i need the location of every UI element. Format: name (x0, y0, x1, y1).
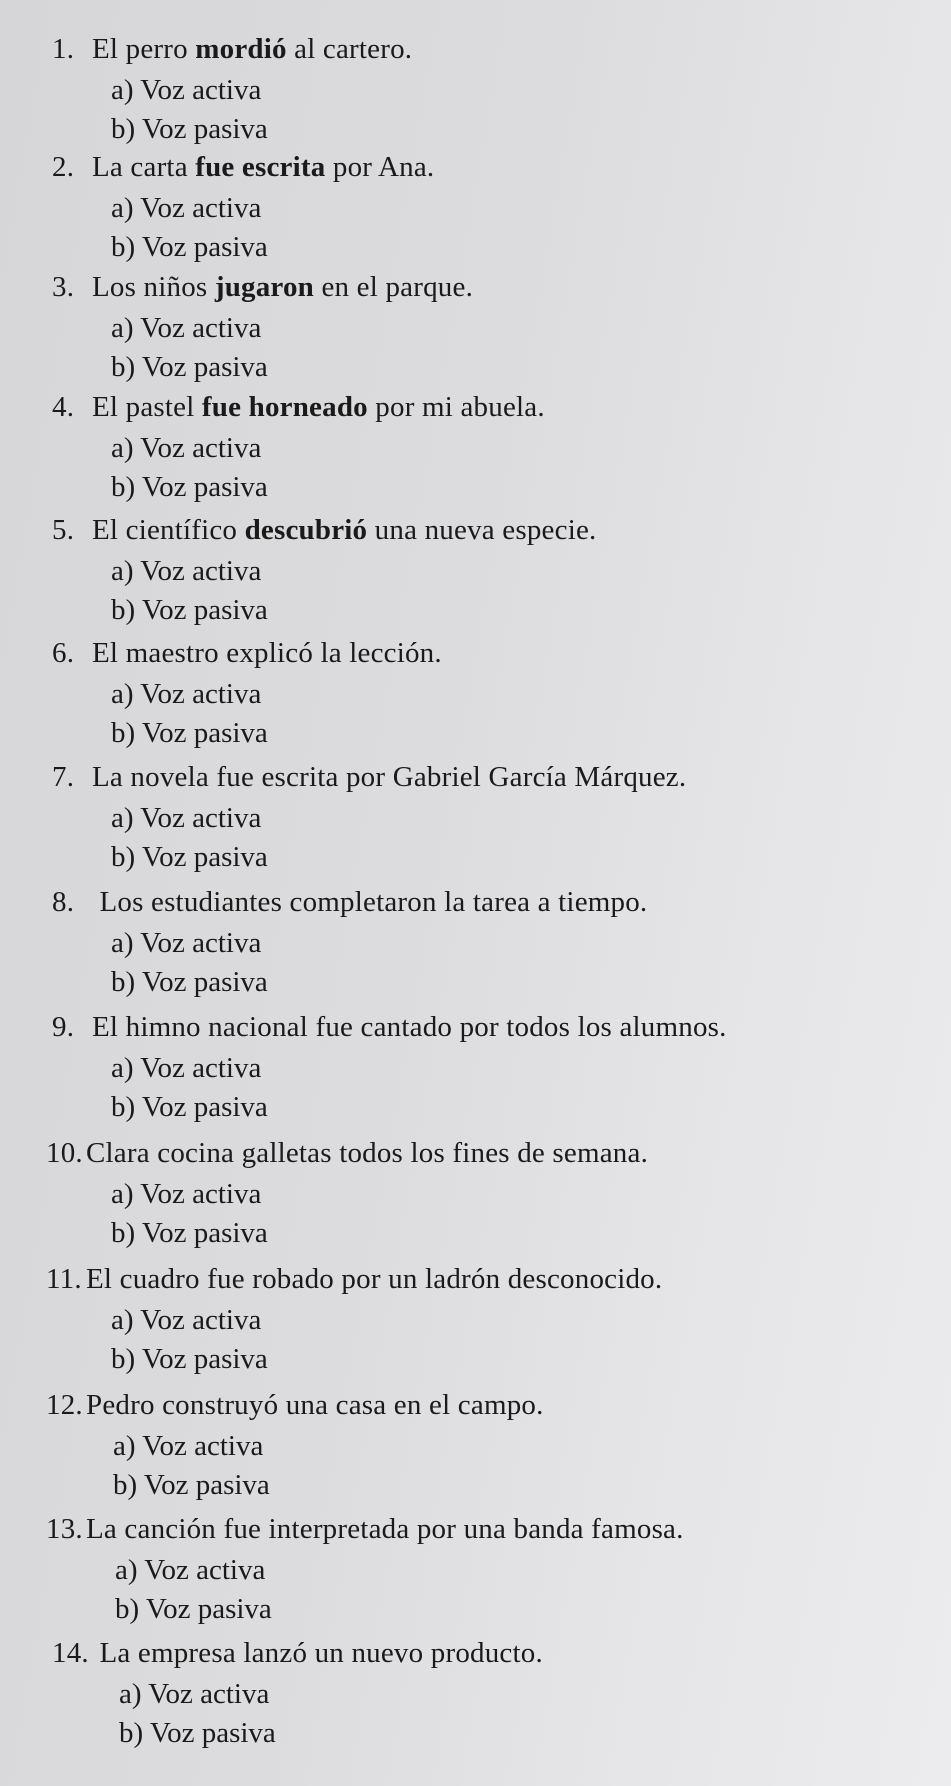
question-text (92, 637, 442, 669)
highlighted-verb: fue horneado (201, 391, 368, 423)
question-number: 7. (52, 761, 75, 793)
question-statement (46, 1262, 662, 1296)
option-passive-voice[interactable]: b) Voz pasiva (111, 717, 268, 749)
option-passive-voice[interactable]: b) Voz pasiva (111, 966, 268, 998)
question-statement (52, 636, 442, 670)
option-passive-voice[interactable]: b) Voz pasiva (111, 471, 268, 503)
question-text (86, 1389, 544, 1421)
option-passive-voice[interactable]: b) Voz pasiva (111, 594, 268, 626)
option-passive-voice[interactable]: b) Voz pasiva (111, 351, 268, 383)
question-text-start: El himno nacional fue cantado por todos los alumnos. (92, 1011, 727, 1043)
question-text-start: Los estudiantes completaron la tarea a tiempo. (92, 886, 648, 918)
question-text-end: en el parque. (314, 271, 474, 303)
question-text-start: La canción fue interpretada por una banda famosa. (86, 1513, 684, 1545)
option-active-voice[interactable]: a) Voz activa (111, 1178, 262, 1210)
question-number: 3. (52, 271, 75, 303)
highlighted-verb: jugaron (214, 271, 315, 303)
option-active-voice[interactable]: a) Voz activa (119, 1678, 270, 1710)
question-number: 1. (52, 33, 75, 65)
question-text-start: El perro (92, 33, 196, 65)
option-passive-voice[interactable]: b) Voz pasiva (115, 1593, 272, 1625)
option-active-voice[interactable]: a) Voz activa (111, 802, 262, 834)
question-text-start: El maestro explicó la lección. (92, 637, 442, 669)
question-statement (52, 270, 473, 304)
question-number: 11. (46, 1263, 82, 1295)
question-text-start: La carta (92, 151, 196, 183)
option-active-voice[interactable]: a) Voz activa (111, 312, 262, 344)
option-active-voice[interactable]: a) Voz activa (111, 1304, 262, 1336)
question-number: 4. (52, 391, 75, 423)
question-text (86, 1137, 648, 1169)
question-statement (52, 760, 686, 794)
question-text-start: El cuadro fue robado por un ladrón desconocido. (86, 1263, 663, 1295)
question-text-start: El científico (92, 514, 245, 546)
question-statement (52, 1636, 543, 1670)
question-statement (52, 1010, 727, 1044)
option-active-voice[interactable]: a) Voz activa (111, 192, 262, 224)
question-text (92, 1011, 727, 1043)
option-active-voice[interactable]: a) Voz activa (111, 555, 262, 587)
option-passive-voice[interactable]: b) Voz pasiva (111, 1091, 268, 1123)
question-text-end: por mi abuela. (367, 391, 545, 423)
option-active-voice[interactable]: a) Voz activa (111, 927, 262, 959)
question-text (92, 33, 412, 65)
question-text (92, 886, 647, 918)
option-active-voice[interactable]: a) Voz activa (111, 1052, 262, 1084)
option-passive-voice[interactable]: b) Voz pasiva (111, 1217, 268, 1249)
option-active-voice[interactable]: a) Voz activa (111, 678, 262, 710)
question-text (92, 514, 596, 546)
option-passive-voice[interactable]: b) Voz pasiva (111, 113, 268, 145)
option-passive-voice[interactable]: b) Voz pasiva (111, 841, 268, 873)
highlighted-verb: fue escrita (195, 151, 326, 183)
question-number: 13. (46, 1513, 83, 1545)
question-statement (52, 390, 545, 424)
question-number: 2. (52, 151, 75, 183)
question-text (92, 271, 473, 303)
question-text-end: por Ana. (325, 151, 435, 183)
question-text (92, 151, 434, 183)
option-passive-voice[interactable]: b) Voz pasiva (111, 231, 268, 263)
question-statement (46, 1388, 544, 1422)
question-number: 14. (52, 1637, 89, 1669)
question-statement (52, 150, 434, 184)
option-passive-voice[interactable]: b) Voz pasiva (111, 1343, 268, 1375)
question-text (86, 1513, 684, 1545)
option-active-voice[interactable]: a) Voz activa (111, 432, 262, 464)
question-text (86, 1263, 662, 1295)
question-text-start: Clara cocina galletas todos los fines de semana. (86, 1137, 649, 1169)
highlighted-verb: descubrió (244, 514, 368, 546)
question-statement (52, 32, 412, 66)
question-number: 8. (52, 886, 75, 918)
question-number: 9. (52, 1011, 75, 1043)
option-passive-voice[interactable]: b) Voz pasiva (113, 1469, 270, 1501)
question-text (92, 1637, 543, 1669)
question-text-end: una nueva especie. (367, 514, 597, 546)
question-number: 12. (46, 1389, 83, 1421)
question-statement (52, 513, 596, 547)
question-text-start: La empresa lanzó un nuevo producto. (92, 1637, 543, 1669)
option-active-voice[interactable]: a) Voz activa (111, 74, 262, 106)
question-number: 6. (52, 637, 75, 669)
question-text-start: Pedro construyó una casa en el campo. (86, 1389, 544, 1421)
question-text-start: El pastel (92, 391, 202, 423)
question-text (92, 391, 545, 423)
question-statement (52, 885, 647, 919)
option-active-voice[interactable]: a) Voz activa (115, 1554, 266, 1586)
question-text-start: Los niños (92, 271, 215, 303)
option-passive-voice[interactable]: b) Voz pasiva (119, 1717, 276, 1749)
question-number: 10. (46, 1137, 83, 1169)
highlighted-verb: mordió (195, 33, 287, 65)
question-text-end: al cartero. (286, 33, 413, 65)
question-number: 5. (52, 514, 75, 546)
question-text (92, 761, 686, 793)
question-statement (46, 1136, 648, 1170)
question-text-start: La novela fue escrita por Gabriel García Márquez. (92, 761, 687, 793)
question-statement (46, 1512, 684, 1546)
option-active-voice[interactable]: a) Voz activa (113, 1430, 264, 1462)
